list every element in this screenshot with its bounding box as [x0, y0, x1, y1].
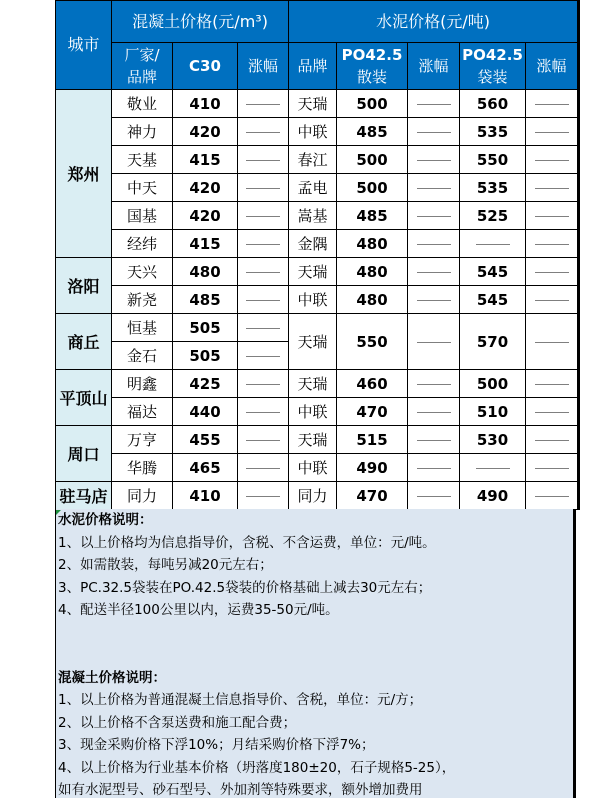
c30-price: 420 — [173, 118, 238, 146]
header-city: 城市 — [56, 1, 112, 90]
brand-cell: 天瑞 — [289, 258, 337, 286]
notes-panel — [55, 509, 576, 798]
bag-change — [526, 202, 579, 230]
maker-cell: 金石 — [112, 342, 173, 370]
bag-change — [526, 286, 579, 314]
bulk-change — [408, 230, 460, 258]
bag-price: 510 — [460, 398, 526, 426]
header-concrete-price: 混凝土价格(元/m³) — [112, 1, 289, 43]
c30-change — [238, 482, 289, 510]
table-row — [56, 286, 579, 314]
c30-change — [238, 258, 289, 286]
bag-price: 550 — [460, 146, 526, 174]
table-row — [56, 482, 579, 510]
brand-cell: 天瑞 — [289, 370, 337, 398]
c30-change — [238, 314, 289, 342]
c30-price: 415 — [173, 230, 238, 258]
brand-cell: 嵩基 — [289, 202, 337, 230]
bag-change — [526, 174, 579, 202]
c30-change — [238, 286, 289, 314]
bag-price: 545 — [460, 258, 526, 286]
c30-change — [238, 90, 289, 118]
c30-price: 505 — [173, 342, 238, 370]
bag-change — [526, 398, 579, 426]
city-zhumadian: 驻马店 — [56, 482, 112, 510]
header-cement-brand: 品牌 — [289, 43, 337, 90]
header-cement-price: 水泥价格(元/吨) — [289, 1, 579, 43]
bulk-price: 485 — [337, 202, 408, 230]
bag-change — [526, 146, 579, 174]
c30-price: 420 — [173, 174, 238, 202]
maker-cell: 明鑫 — [112, 370, 173, 398]
bag-price: 545 — [460, 286, 526, 314]
bag-price: 560 — [460, 90, 526, 118]
c30-price: 420 — [173, 202, 238, 230]
bulk-change — [408, 482, 460, 510]
cement-notes-title: 水泥价格说明： — [58, 512, 153, 528]
c30-change — [238, 146, 289, 174]
bulk-price: 480 — [337, 258, 408, 286]
bag-change — [526, 426, 579, 454]
header-c30-change: 涨幅 — [238, 43, 289, 90]
table-row — [56, 202, 579, 230]
bulk-price: 480 — [337, 286, 408, 314]
bulk-change — [408, 118, 460, 146]
c30-change — [238, 230, 289, 258]
c30-price: 440 — [173, 398, 238, 426]
bulk-price: 550 — [337, 314, 408, 370]
c30-price: 485 — [173, 286, 238, 314]
bulk-price: 470 — [337, 398, 408, 426]
brand-cell: 中联 — [289, 118, 337, 146]
maker-cell: 中天 — [112, 174, 173, 202]
city-shangqiu: 商丘 — [56, 314, 112, 370]
notes-spacer — [58, 622, 573, 667]
bag-change — [526, 230, 579, 258]
concrete-note-5: 如有水泥型号、砂石型号、外加剂等特殊要求，额外增加费用 — [58, 782, 423, 798]
maker-cell: 天基 — [112, 146, 173, 174]
bulk-change — [408, 314, 460, 370]
table-row — [56, 146, 579, 174]
concrete-notes-title: 混凝土价格说明： — [58, 669, 166, 686]
maker-cell: 恒基 — [112, 314, 173, 342]
maker-cell: 新尧 — [112, 286, 173, 314]
maker-cell: 万亨 — [112, 426, 173, 454]
bulk-change — [408, 398, 460, 426]
c30-change — [238, 174, 289, 202]
cement-note-1: 1、以上价格均为信息指导价，含税、不含运费，单位：元/吨。 — [58, 534, 436, 551]
c30-price: 465 — [173, 454, 238, 482]
bag-change — [526, 90, 579, 118]
c30-price: 455 — [173, 426, 238, 454]
bag-change — [526, 482, 579, 510]
bulk-change — [408, 174, 460, 202]
table-row — [56, 174, 579, 202]
bulk-change — [408, 146, 460, 174]
bulk-price: 515 — [337, 426, 408, 454]
c30-price: 415 — [173, 146, 238, 174]
bulk-change — [408, 426, 460, 454]
brand-cell: 同力 — [289, 482, 337, 510]
c30-change — [238, 342, 289, 370]
brand-cell: 中联 — [289, 286, 337, 314]
header-po425-bulk: PO42.5 散装 — [337, 43, 408, 90]
maker-cell: 华腾 — [112, 454, 173, 482]
bulk-change — [408, 370, 460, 398]
table-row — [56, 258, 579, 286]
c30-change — [238, 118, 289, 146]
bulk-change — [408, 202, 460, 230]
header-maker-brand: 厂家/ 品牌 — [112, 43, 173, 90]
cement-note-3: 3、PC.32.5袋装在PO.42.5袋装的价格基础上减去30元左右； — [58, 579, 432, 596]
brand-cell: 天瑞 — [289, 90, 337, 118]
header-bulk-change: 涨幅 — [408, 43, 460, 90]
concrete-note-2: 2、以上价格不含泵送费和施工配合费； — [58, 714, 297, 731]
header-po425-bag: PO42.5 袋装 — [460, 43, 526, 90]
c30-change — [238, 398, 289, 426]
bag-price: 535 — [460, 174, 526, 202]
c30-change — [238, 426, 289, 454]
table-row — [56, 230, 579, 258]
bulk-price: 485 — [337, 118, 408, 146]
concrete-note-3: 3、现金采购价格下浮10%；月结采购价格下浮7%； — [58, 737, 375, 753]
table-row — [56, 398, 579, 426]
maker-cell: 同力 — [112, 482, 173, 510]
bag-price: 525 — [460, 202, 526, 230]
c30-change — [238, 202, 289, 230]
maker-cell: 经纬 — [112, 230, 173, 258]
table-row — [56, 454, 579, 482]
c30-price: 425 — [173, 370, 238, 398]
bag-price: 535 — [460, 118, 526, 146]
c30-price: 410 — [173, 482, 238, 510]
bulk-price: 500 — [337, 146, 408, 174]
bulk-change — [408, 454, 460, 482]
bag-change — [526, 118, 579, 146]
brand-cell: 中联 — [289, 454, 337, 482]
brand-cell: 天瑞 — [289, 314, 337, 370]
bag-price: 570 — [460, 314, 526, 370]
bag-price: 490 — [460, 482, 526, 510]
table-row — [56, 426, 579, 454]
table-row — [56, 118, 579, 146]
bulk-price: 500 — [337, 174, 408, 202]
concrete-note-1: 1、以上价格为普通混凝土信息指导价、含税，单位：元/方； — [58, 692, 423, 708]
c30-change — [238, 454, 289, 482]
bag-change — [526, 370, 579, 398]
price-table — [55, 0, 580, 510]
bulk-price: 470 — [337, 482, 408, 510]
bag-price-empty — [460, 454, 526, 482]
table-row — [56, 314, 579, 342]
bulk-price: 460 — [337, 370, 408, 398]
cement-note-4: 4、配送半径100公里以内，运费35-50元/吨。 — [58, 602, 339, 618]
maker-cell: 天兴 — [112, 258, 173, 286]
city-luoyang: 洛阳 — [56, 258, 112, 314]
brand-cell: 中联 — [289, 398, 337, 426]
brand-cell: 孟电 — [289, 174, 337, 202]
city-zhoukou: 周口 — [56, 426, 112, 482]
c30-change — [238, 370, 289, 398]
dash-line — [246, 104, 280, 105]
c30-price: 410 — [173, 90, 238, 118]
bulk-change — [408, 90, 460, 118]
maker-cell: 国基 — [112, 202, 173, 230]
bulk-change — [408, 286, 460, 314]
bulk-price: 480 — [337, 230, 408, 258]
maker-cell: 福达 — [112, 398, 173, 426]
table-row — [56, 370, 579, 398]
bag-price: 530 — [460, 426, 526, 454]
header-bag-change: 涨幅 — [526, 43, 579, 90]
city-pingdingshan: 平顶山 — [56, 370, 112, 426]
brand-cell: 金隅 — [289, 230, 337, 258]
brand-cell: 天瑞 — [289, 426, 337, 454]
table-row — [56, 90, 579, 118]
bag-change — [526, 258, 579, 286]
concrete-note-4: 4、以上价格为行业基本价格（坍落度180±20，石子规格5-25）， — [58, 759, 456, 776]
bulk-price: 500 — [337, 90, 408, 118]
c30-price: 505 — [173, 314, 238, 342]
city-zhengzhou: 郑州 — [56, 90, 112, 258]
cell-comment-marker-icon — [56, 510, 61, 515]
bag-change — [526, 314, 579, 370]
c30-price: 480 — [173, 258, 238, 286]
bag-price-empty — [460, 230, 526, 258]
bag-price: 500 — [460, 370, 526, 398]
bag-change — [526, 454, 579, 482]
header-c30: C30 — [173, 43, 238, 90]
bulk-price: 490 — [337, 454, 408, 482]
maker-cell: 神力 — [112, 118, 173, 146]
bulk-change — [408, 258, 460, 286]
maker-cell: 敬业 — [112, 90, 173, 118]
cement-note-2: 2、如需散装，每吨另减20元左右； — [58, 557, 273, 573]
brand-cell: 春江 — [289, 146, 337, 174]
